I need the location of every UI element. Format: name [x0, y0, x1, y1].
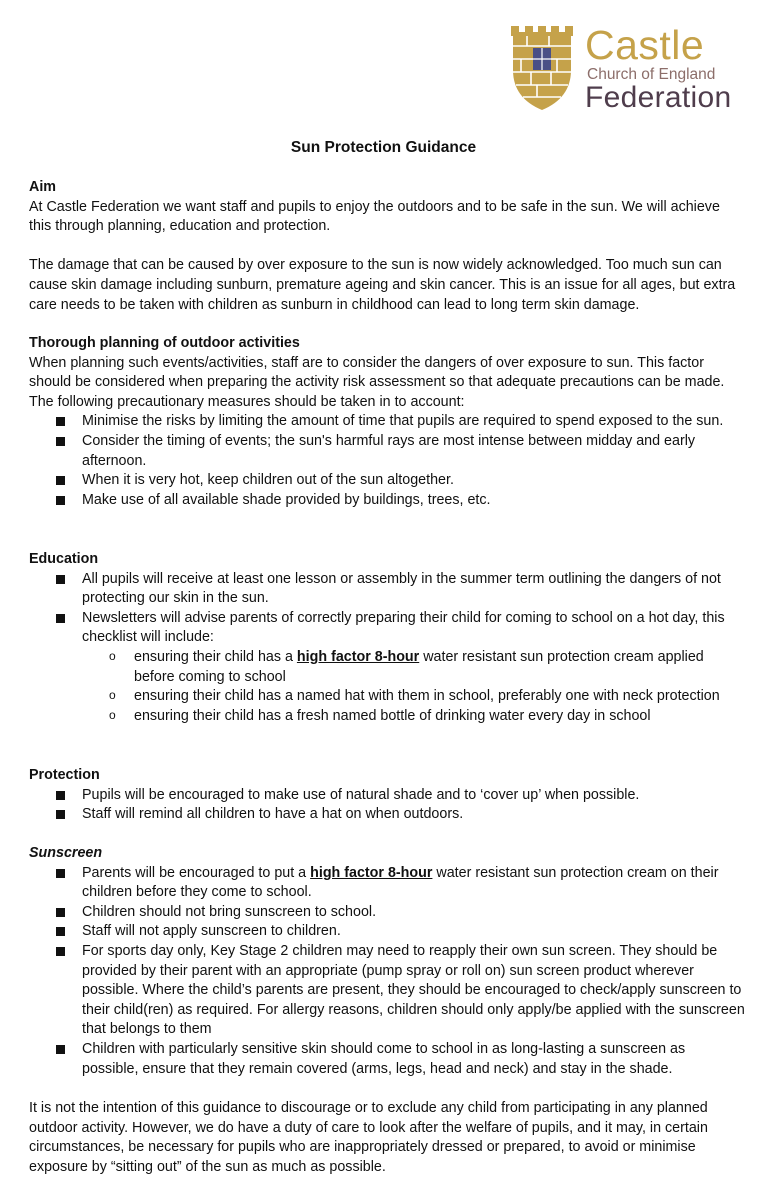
list-item: Pupils will be encouraged to make use of natural shade and to ‘cover up’ when possible.: [29, 786, 745, 806]
list-item: All pupils will receive at least one lesson or assembly in the summer term outlining the dangers of not protecting our skin in the sun.: [29, 570, 745, 609]
list-item: Minimise the risks by limiting the amount of time that pupils are required to spend exposed to the sun.: [29, 412, 745, 432]
education-section: [29, 550, 745, 726]
list-item-text: Newsletters will advise parents of correctly preparing their child for coming to school on a hot day, this checklist will include:: [82, 609, 725, 646]
list-item: Staff will not apply sunscreen to children.: [29, 922, 745, 942]
castle-crest-icon: [507, 26, 577, 112]
checklist-text-pre: ensuring their child has a: [134, 648, 297, 665]
list-item: Make use of all available shade provided by buildings, trees, etc.: [29, 491, 745, 511]
closing-paragraph: It is not the intention of this guidance to discourage or to exclude any child from participating in any planned outdoor activity. However, we do have a duty of care to look after the welfare of pupils, and it may, in certain circumstances, be necessary for pupils who are inappropriately dressed or prepared, to avoid or minimise exposure by “sitting out” of the sun as much as possible.: [29, 1100, 708, 1175]
list-item-text-post: water resistant sun protection cream on their children before they come to school.: [82, 864, 719, 901]
protection-section: [29, 766, 745, 825]
planning-list: [29, 412, 745, 510]
planning-intro: When planning such events/activities, staff are to consider the dangers of over exposure to sun. This factor should be considered when preparing the activity risk assessment so that adequate precautions can be made. The following precautionary measures should be taken in to account:: [29, 354, 725, 410]
list-item-text-pre: Parents will be encouraged to put a: [82, 864, 311, 881]
checklist-text-post: water resistant sun protection cream applied before coming to school: [134, 648, 704, 685]
checklist-item: [29, 648, 745, 687]
logo-church-text: Church of England: [587, 66, 716, 83]
aim-section: [29, 178, 745, 315]
checklist-item: o ensuring their child has a named hat with them in school, preferably one with neck protection: [29, 687, 745, 707]
list-item: Staff will remind all children to have a hat on when outdoors.: [29, 805, 745, 825]
list-item: [29, 609, 745, 727]
closing-section: [29, 1099, 745, 1177]
education-checklist: [29, 648, 745, 726]
list-item: [29, 864, 745, 903]
aim-heading: Aim: [29, 179, 57, 195]
education-heading: Education: [29, 551, 99, 567]
logo-federation-text: Federation: [585, 81, 732, 114]
page-title: Sun Protection Guidance: [290, 139, 477, 156]
list-item: When it is very hot, keep children out of the sun altogether.: [29, 471, 745, 491]
planning-section: [29, 334, 745, 510]
list-item: Children should not bring sunscreen to school.: [29, 903, 745, 923]
sunscreen-heading: Sunscreen: [29, 845, 103, 861]
list-item: Children with particularly sensitive skin should come to school in as long-lasting a sunscreen as possible, ensure that they remain covered (arms, legs, head and neck) and stay in the shade.: [29, 1040, 745, 1079]
emphasis-text: high factor 8-hour: [310, 864, 433, 881]
education-list: [29, 570, 745, 727]
aim-paragraph-1: At Castle Federation we want staff and pupils to enjoy the outdoors and to be safe in the sun. We will achieve this through planning, education and protection.: [29, 198, 720, 235]
checklist-item: o ensuring their child has a fresh named bottle of drinking water every day in school: [29, 707, 745, 727]
protection-list: [29, 786, 745, 825]
list-item: Consider the timing of events; the sun's harmful rays are most intense between midday and early afternoon.: [29, 432, 745, 471]
logo-castle-text: Castle: [585, 22, 705, 68]
logo-wordmark: [585, 24, 731, 113]
sunscreen-section: [29, 844, 745, 1079]
list-item: For sports day only, Key Stage 2 children may need to reapply their own sun screen. They should be provided by their parent with an appropriate (pump spray or roll on) sun screen product wherever possible. Where the child’s parents are present, they should be encouraged to check/apply sunscreen to their child(ren) as required. For allergy reasons, children should only apply/be applied with the sunscreen that belongs to them: [29, 942, 745, 1040]
sunscreen-list: [29, 864, 745, 1080]
protection-heading: Protection: [29, 767, 100, 783]
emphasis-text: high factor 8-hour: [296, 648, 420, 665]
planning-heading: Thorough planning of outdoor activities: [29, 335, 300, 351]
aim-paragraph-2: The damage that can be caused by over exposure to the sun is now widely acknowledged. Too much sun can cause skin damage including sunburn, premature ageing and skin cancer. This is an issue for all ages, but extra care needs to be taken with children as sunburn in childhood can lead to long term skin damage.: [29, 257, 736, 313]
federation-logo: [507, 24, 747, 114]
